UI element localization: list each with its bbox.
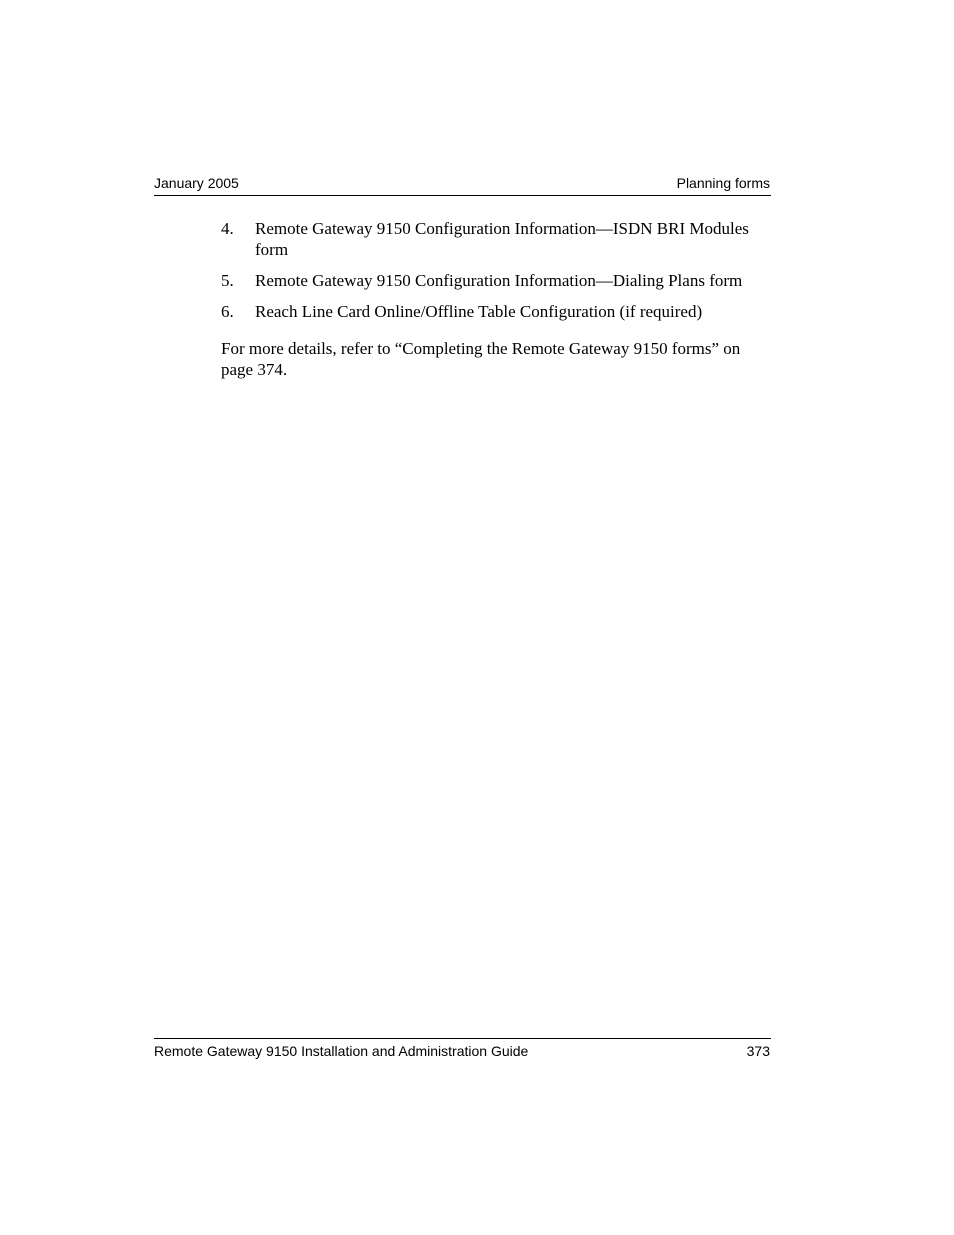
reference-paragraph: For more details, refer to “Completing the Remote Gateway 9150 forms” on page 374. bbox=[221, 339, 741, 379]
page-number: 373 bbox=[746, 1043, 770, 1059]
list-item bbox=[221, 270, 761, 291]
list-item bbox=[221, 301, 761, 322]
page-body bbox=[221, 218, 761, 380]
list-item-number: 5. bbox=[221, 271, 234, 290]
list-item-number: 6. bbox=[221, 302, 234, 321]
list-item-text: Reach Line Card Online/Offline Table Configuration (if required) bbox=[255, 302, 703, 321]
page-footer bbox=[154, 1038, 771, 1059]
list-item-number: 4. bbox=[221, 219, 234, 238]
header-section-title: Planning forms bbox=[676, 175, 770, 191]
footer-guide-title: Remote Gateway 9150 Installation and Administration Guide bbox=[154, 1043, 529, 1059]
list-item-text: Remote Gateway 9150 Configuration Information—ISDN BRI Modules form bbox=[255, 219, 749, 259]
page-header bbox=[154, 175, 771, 196]
header-date: January 2005 bbox=[154, 175, 239, 191]
list-item bbox=[221, 218, 761, 260]
list-item-text: Remote Gateway 9150 Configuration Information—Dialing Plans form bbox=[255, 271, 743, 290]
